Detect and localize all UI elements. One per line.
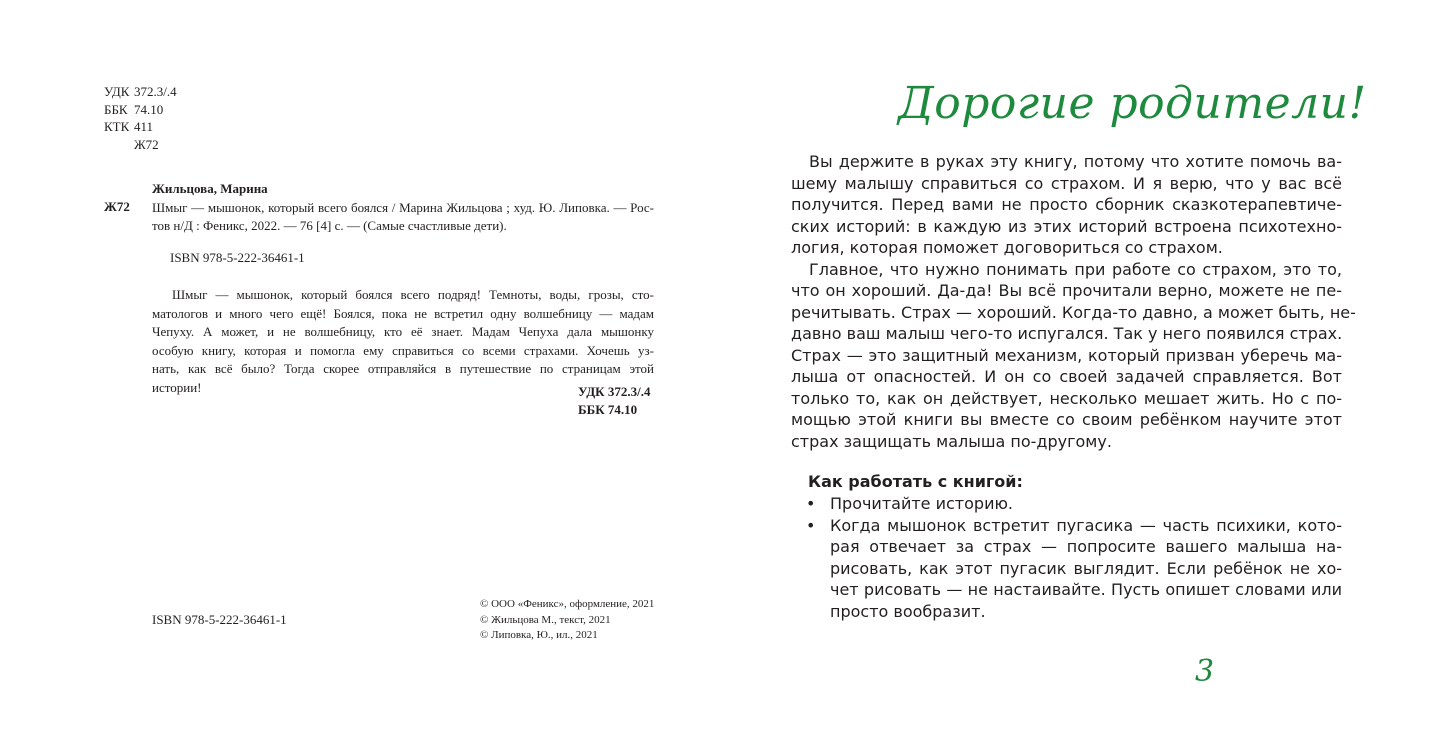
copyright-line: © Жильцова М., текст, 2021	[480, 613, 611, 626]
annotation	[152, 286, 654, 397]
annotation-line: Шмыг — мышонок, который боялся всего подряд! Темноты, воды, грозы, сто-	[172, 287, 654, 302]
text-line: логия, которая поможет договориться со страхом.	[791, 238, 1223, 257]
text-line: давно ваш малыш чего-то испугался. Так у него появился страх.	[791, 324, 1343, 343]
classification-value: 411	[134, 119, 154, 134]
classification-row	[104, 83, 177, 101]
classification-value: 372.3/.4	[134, 84, 177, 99]
author-name: Жильцова, Марина	[152, 181, 268, 196]
text-line: страх защищать малыша по-другому.	[791, 431, 1112, 451]
page-number: 3	[1195, 654, 1215, 689]
annotation-line: истории!	[152, 379, 202, 395]
howto-list	[806, 493, 1342, 622]
list-item	[806, 515, 1342, 623]
bib-line: Шмыг — мышонок, который всего боялся / Марина Жильцова ; худ. Ю. Липовка. — Рос-	[152, 200, 654, 215]
annotation-code: УДК 372.3/.4	[578, 384, 651, 399]
text-line: ских историй: в каждую из этих историй встроена психотехно-	[791, 216, 1342, 236]
text-line: Когда мышонок встретит пугасика — часть психики, кото-	[830, 515, 1342, 535]
intro-text	[791, 151, 1356, 452]
author-mark: Ж72	[104, 199, 130, 214]
annotation-code: ББК 74.10	[578, 401, 638, 417]
howto-title: Как работать с книгой:	[808, 472, 1023, 491]
bullet-mark: •	[806, 515, 816, 535]
text-line: шему малышу справиться со страхом. И я верю, что у вас всё	[791, 173, 1342, 193]
page-heading: Дорогие родители!	[898, 78, 1367, 129]
isbn: ISBN 978-5-222-36461-1	[170, 250, 305, 265]
bullet-mark: •	[806, 494, 816, 513]
text-line: Вы держите в руках эту книгу, потому что хотите помочь ва-	[809, 152, 1342, 171]
annotation-line: матологов и много чего ещё! Боялся, пока не встретил одну волшебницу — мадам	[152, 305, 654, 321]
bib-line: тов н/Д : Феникс, 2022. — 76 [4] с. — (Самые счастливые дети).	[152, 218, 507, 233]
classification-key: КТК	[104, 119, 130, 134]
text-line: рая отвечает за страх — попросите вашего малыша на-	[830, 537, 1342, 556]
text-line: что он хороший. Да-да! Вы всё прочитали верно, можете не пе-	[791, 281, 1342, 300]
classification-row	[104, 136, 177, 154]
text-line: только то, как он действует, несколько мешает жить. Но с по-	[791, 388, 1342, 408]
bibliographic-record	[152, 199, 654, 235]
classification-codes	[104, 83, 177, 153]
classification-key	[104, 136, 134, 154]
annotation-line: Чепуху. А может, и не волшебницу, кто её знает. Мадам Чепуха дала мышонку	[152, 324, 654, 339]
text-line: Главное, что нужно понимать при работе со страхом, это то,	[809, 259, 1342, 279]
classification-row	[104, 101, 177, 119]
list-item	[806, 493, 1342, 515]
classification-key: УДК	[104, 84, 130, 99]
text-line: рисовать, как этот пугасик выглядит. Если ребёнок не хо-	[830, 558, 1342, 578]
text-line: Страх — это защитный механизм, который призван уберечь ма-	[791, 345, 1342, 365]
classification-row	[104, 118, 177, 136]
classification-key: ББК	[104, 101, 128, 117]
copyright-line: © Липовка, Ю., ил., 2021	[480, 629, 598, 641]
copyright-block	[480, 597, 654, 644]
classification-value: 74.10	[134, 101, 164, 117]
text-line: получится. Перед вами не просто сборник сказкотерапевтиче-	[791, 195, 1342, 214]
isbn-bottom: ISBN 978-5-222-36461-1	[152, 612, 287, 627]
annotation-codes	[578, 383, 650, 418]
text-line: просто вообразит.	[830, 601, 986, 621]
text-line: лыша от опасностей. И он со своей задачей справляется. Вот	[791, 367, 1342, 386]
text-line: мощью этой книги вы вместе со своим ребёнком научите этот	[791, 410, 1342, 429]
copyright-line: © ООО «Феникс», оформление, 2021	[480, 598, 655, 610]
annotation-line: особую книгу, которая и помогла ему справиться со всеми страхами. Хочешь уз-	[152, 342, 654, 358]
text-line: речитывать. Страх — хороший. Когда-то давно, а может быть, не-	[791, 302, 1356, 322]
text-line: чет рисовать — не настаивайте. Пусть опишет словами или	[830, 580, 1342, 599]
classification-value: Ж72	[134, 136, 159, 152]
annotation-line: нать, как всё было? Тогда скорее отправляйся в путешествие по страницам этой	[152, 361, 654, 376]
text-line: Прочитайте историю.	[830, 494, 1014, 513]
